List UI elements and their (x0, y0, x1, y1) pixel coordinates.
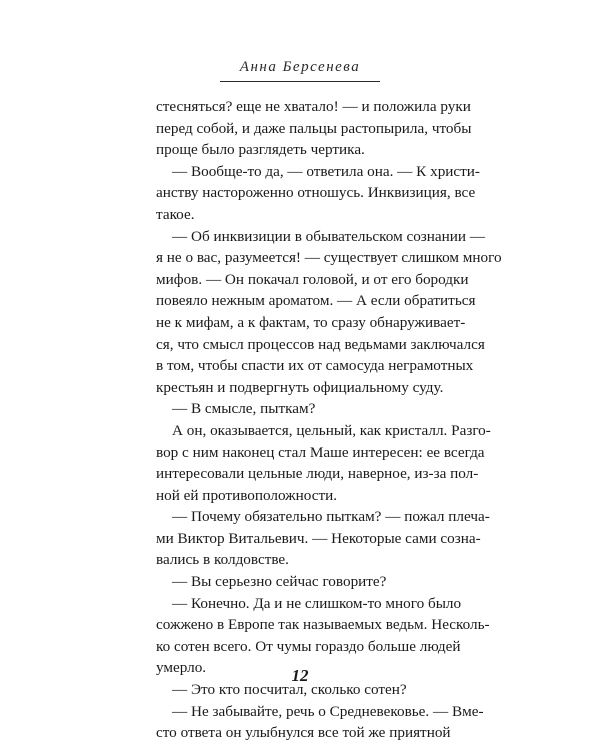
text-line: — Это кто посчитал, сколько сотен? (172, 681, 407, 699)
text-line: — Вы серьезно сейчас говорите? (172, 573, 387, 591)
text-line: — В смысле, пыткам? (172, 400, 316, 418)
text-line: ся, что смысл процессов над ведьмами заключался (156, 335, 485, 353)
text-line: — Не забывайте, речь о Средневековье. — Вме- (172, 702, 484, 720)
body-text (156, 96, 502, 744)
text-line: интересовали цельные люди, наверное, из-за пол- (156, 465, 479, 483)
text-line: такое. (156, 205, 195, 223)
text-line: ми Виктор Витальевич. — Некоторые сами созна- (156, 529, 481, 547)
text-line: — Почему обязательно пыткам? — пожал плеча- (172, 508, 490, 526)
text-line: не к мифам, а к фактам, то сразу обнаруживает- (156, 313, 466, 331)
text-line: крестьян и подвергнуть официальному суду. (156, 378, 444, 396)
text-line: сто ответа он улыбнулся все той же приятной (156, 724, 451, 742)
text-line: — Об инквизиции в обывательском сознании — (172, 227, 486, 245)
text-line: анству настороженно отношусь. Инквизиция, все (156, 184, 476, 202)
text-line: в том, чтобы спасти их от самосуда неграмотных (156, 357, 474, 375)
text-line: — Конечно. Да и не слишком-то много было (172, 594, 462, 612)
text-line: сожжено в Европе так называемых ведьм. Несколь- (156, 616, 490, 634)
text-line: перед собой, и даже пальцы растопырила, чтобы (156, 119, 472, 137)
text-line: ной ей противоположности. (156, 486, 338, 504)
text-line: — Вообще-то да, — ответила она. — К христи- (172, 162, 480, 180)
text-line: стесняться? еще не хватало! — и положила руки (156, 98, 471, 115)
text-line: я не о вас, разумеется! — существует слишком много (156, 249, 502, 267)
text-line: мифов. — Он покачал головой, и от его бородки (156, 270, 469, 288)
running-header: Анна Берсенева (239, 59, 361, 75)
text-line: вались в колдовстве. (156, 551, 289, 569)
text-line: повеяло нежным ароматом. — А если обратиться (156, 292, 476, 310)
text-line: А он, оказывается, цельный, как кристалл. Разго- (172, 421, 491, 439)
text-line: ко сотен всего. От чумы гораздо больше людей (156, 637, 461, 655)
text-line: вор с ним наконец стал Маше интересен: ее всегда (156, 443, 485, 461)
text-line: проще было разглядеть чертика. (156, 141, 365, 159)
page-number: 12 (291, 666, 309, 685)
text-line: умерло. (156, 659, 207, 677)
header-rule (220, 81, 380, 82)
